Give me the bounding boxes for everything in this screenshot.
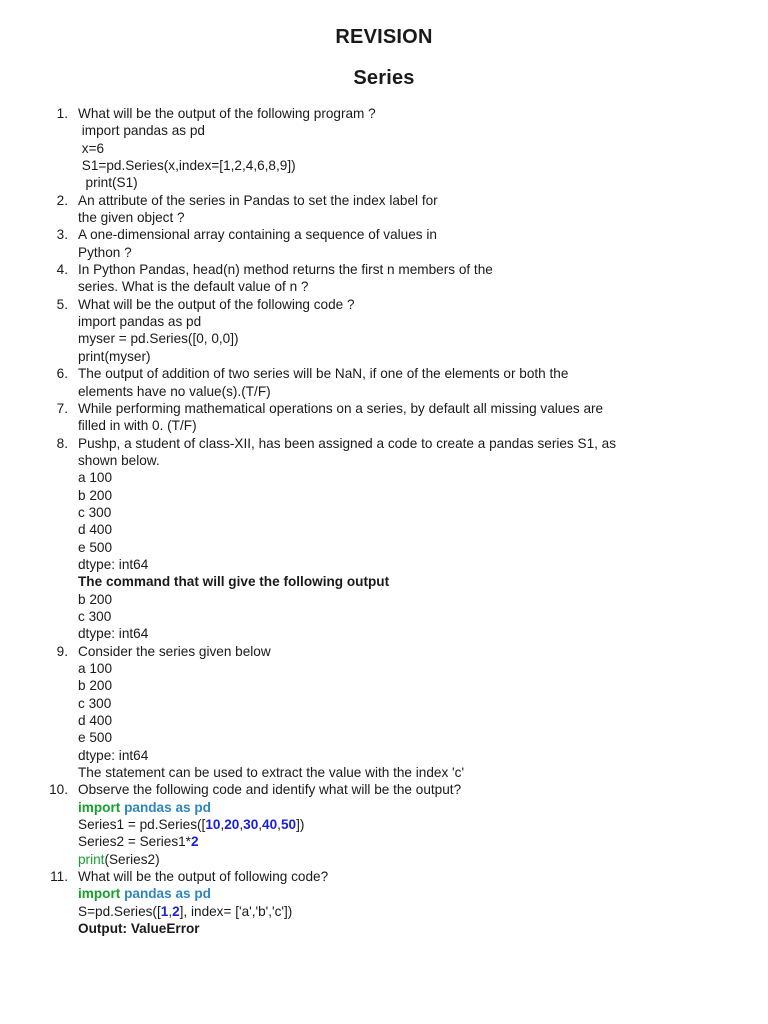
code-text: S=pd.Series([ [78, 903, 161, 919]
question-text-continued: elements have no value(s).(T/F) [78, 383, 271, 399]
question-number: 5. [56, 296, 68, 312]
output-answer: Output: ValueError [78, 921, 200, 937]
statement-line: The statement can be used to extract the value with the index 'c' [78, 765, 465, 781]
question-8 [40, 435, 740, 643]
code-line: S1=pd.Series(x,index=[1,2,4,6,8,9]) [78, 158, 296, 174]
question-number: 4. [56, 262, 68, 278]
number-literal: 1 [160, 903, 169, 919]
code-import-line [78, 799, 461, 816]
code-comma: , [277, 817, 281, 833]
code-line: x=6 [78, 140, 105, 156]
question-text-continued: series. What is the default value of n ? [78, 279, 309, 295]
question-text: What will be the output of the following program ? [78, 106, 376, 121]
question-text-continued: Python ? [78, 244, 132, 260]
question-number: 7. [56, 400, 68, 416]
series-line: d 400 [78, 522, 113, 538]
question-7 [40, 400, 740, 435]
command-prompt: The command that will give the following output [78, 574, 390, 590]
question-number: 3. [56, 227, 68, 243]
series-line: d 400 [78, 713, 113, 729]
question-text: The output of addition of two series will be NaN, if one of the elements or both the [78, 366, 569, 382]
keyword-import: import [78, 886, 121, 902]
question-4 [40, 261, 740, 296]
code-import-line [78, 885, 328, 902]
series-line: a 100 [78, 470, 113, 486]
code-line: print(myser) [78, 348, 151, 364]
output-line: b 200 [78, 591, 113, 607]
question-number: 10. [49, 782, 68, 798]
page-heading: REVISION [335, 26, 433, 48]
series-line: e 500 [78, 539, 113, 555]
question-9 [40, 643, 740, 782]
series-line: c 300 [78, 504, 112, 520]
code-text: Series2 = Series1* [78, 834, 191, 850]
code-line: print(S1) [78, 175, 138, 191]
series-line: e 500 [78, 730, 113, 746]
question-text-continued: the given object ? [78, 210, 185, 226]
code-comma: , [220, 817, 225, 833]
number-literal: 30 [243, 817, 259, 833]
question-text-continued: shown below. [78, 452, 160, 468]
series-dtype: dtype: int64 [78, 747, 149, 763]
question-text: What will be the output of the following code ? [78, 296, 355, 312]
code-series2-line [78, 833, 461, 850]
question-2 [40, 192, 740, 227]
series-line: b 200 [78, 678, 113, 694]
module-name: pandas as pd [124, 799, 211, 815]
code-text: Series1 = pd.Series([ [78, 817, 206, 833]
question-text-continued: filled in with 0. (T/F) [78, 418, 197, 434]
number-literal: 50 [280, 817, 297, 833]
print-function: print [78, 851, 105, 867]
series-line: a 100 [78, 661, 113, 676]
code-comma: , [258, 817, 263, 833]
code-line: myser = pd.Series([0, 0,0]) [78, 331, 239, 347]
output-line: c 300 [78, 608, 112, 624]
series-line: b 200 [78, 487, 113, 503]
code-line: import pandas as pd [78, 314, 202, 330]
code-print-line [78, 851, 461, 868]
code-comma: , [239, 817, 244, 833]
question-10 [40, 781, 740, 868]
question-number: 11. [50, 869, 68, 885]
code-text: ]) [296, 817, 305, 833]
question-text: While performing mathematical operations on a series, by default all missing values are [78, 400, 604, 416]
code-comma: , [168, 903, 173, 919]
number-literal: 2 [172, 903, 180, 919]
output-dtype: dtype: int64 [78, 626, 149, 642]
question-number: 9. [56, 643, 68, 659]
code-line: import pandas as pd [78, 123, 205, 139]
question-6 [40, 365, 740, 400]
question-5 [40, 296, 740, 365]
code-series-line [78, 903, 328, 920]
question-text: Pushp, a student of class-XII, has been assigned a code to create a pandas series S1, as [78, 435, 617, 451]
number-literal: 2 [190, 834, 199, 850]
page-subheading: Series [353, 67, 415, 89]
question-text: In Python Pandas, head(n) method returns the first n members of the [78, 262, 493, 278]
question-number: 6. [56, 366, 68, 382]
question-text: Observe the following code and identify what will be the output? [78, 782, 462, 798]
keyword-import: import [78, 799, 121, 815]
series-line: c 300 [78, 695, 112, 711]
question-list [40, 105, 740, 938]
question-text: A one-dimensional array containing a sequence of values in [78, 227, 437, 243]
number-literal: 20 [224, 817, 240, 833]
question-number: 8. [56, 435, 68, 451]
question-3 [40, 226, 740, 261]
number-literal: 10 [205, 817, 221, 833]
question-text: An attribute of the series in Pandas to set the index label for [78, 192, 438, 208]
code-text: (Series2) [104, 851, 160, 867]
question-text: What will be the output of following code? [78, 869, 329, 885]
number-literal: 40 [262, 817, 278, 833]
question-1 [40, 105, 740, 192]
series-dtype: dtype: int64 [78, 556, 149, 572]
question-number: 1. [56, 106, 68, 121]
module-name: pandas as pd [124, 886, 211, 902]
question-number: 2. [56, 192, 68, 208]
code-text: ], index= ['a','b','c']) [179, 903, 293, 919]
code-series1-line [78, 816, 461, 833]
question-11 [40, 868, 740, 937]
question-text: Consider the series given below [78, 643, 271, 659]
